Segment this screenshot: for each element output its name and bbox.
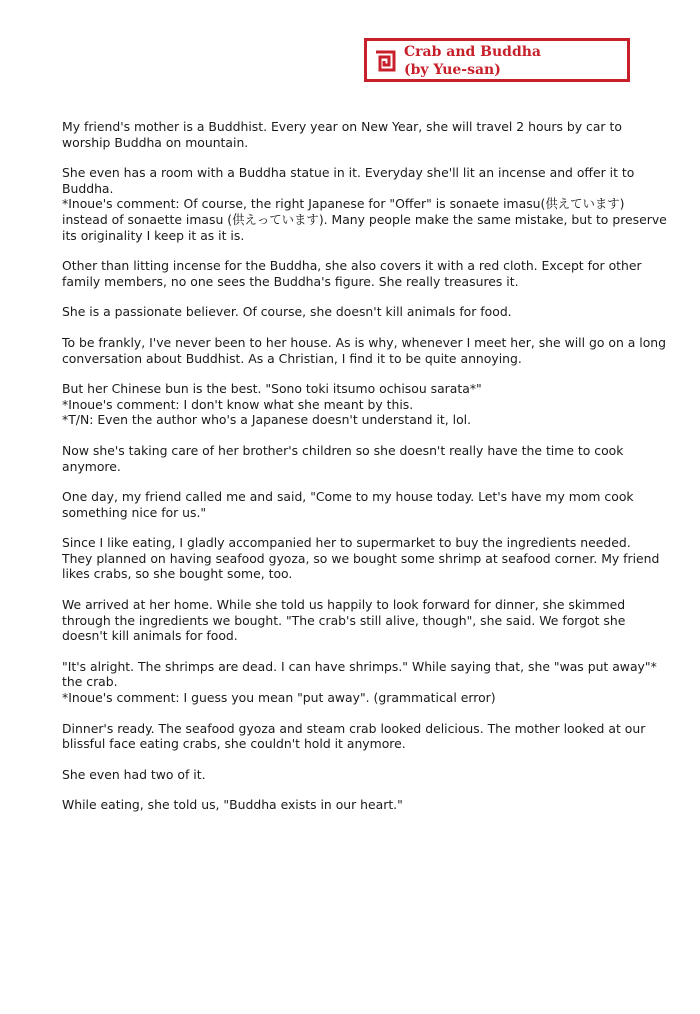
text-line: Now she's taking care of her brother's children so she doesn't really have the time to cook bbox=[62, 442, 624, 458]
story-author: (by Yue-san) bbox=[404, 62, 501, 78]
text-line: something nice for us." bbox=[62, 504, 207, 520]
story-paragraph bbox=[62, 119, 662, 150]
text-line: likes crabs, so she bought some, too. bbox=[62, 566, 293, 582]
text-line: worship Buddha on mountain. bbox=[62, 134, 249, 150]
text-line: While eating, she told us, "Buddha exists in our heart." bbox=[62, 797, 403, 813]
story-paragraph bbox=[62, 659, 662, 706]
text-line: doesn't kill animals for food. bbox=[62, 628, 238, 644]
square-spiral-icon bbox=[373, 49, 397, 73]
text-line: They planned on having seafood gyoza, so we bought some shrimp at seafood corner. My friend bbox=[62, 550, 660, 566]
story-paragraph bbox=[62, 797, 662, 813]
text-line: To be frankly, I've never been to her house. As is why, whenever I meet her, she will go on a long bbox=[62, 334, 667, 350]
text-line: *Inoue's comment: I don't know what she meant by this. bbox=[62, 396, 414, 412]
text-line: "It's alright. The shrimps are dead. I can have shrimps." While saying that, she "was put away"* bbox=[62, 658, 657, 674]
story-paragraph bbox=[62, 165, 667, 243]
text-line: conversation about Buddhist. As a Christian, I find it to be quite annoying. bbox=[62, 350, 522, 366]
text-line: She is a passionate believer. Of course, she doesn't kill animals for food. bbox=[62, 304, 512, 320]
story-paragraph bbox=[62, 535, 662, 582]
text-line: *Inoue's comment: Of course, the right Japanese for "Offer" is sonaete imasu(供えています) bbox=[62, 196, 625, 212]
text-line: Since I like eating, I gladly accompanied her to supermarket to buy the ingredients needed. bbox=[62, 535, 631, 551]
story-paragraph bbox=[62, 334, 667, 366]
text-line: the crab. bbox=[62, 674, 118, 690]
text-line: My friend's mother is a Buddhist. Every year on New Year, she will travel 2 hours by car to bbox=[62, 119, 622, 134]
text-line: She even had two of it. bbox=[62, 766, 206, 782]
text-line: Buddha. bbox=[62, 180, 114, 196]
text-line: its originality I keep it as it is. bbox=[62, 227, 245, 243]
story-paragraph bbox=[62, 381, 662, 428]
text-line: But her Chinese bun is the best. "Sono toki itsumo ochisou sarata*" bbox=[62, 381, 482, 397]
story-paragraph bbox=[62, 304, 662, 320]
story-paragraph bbox=[62, 767, 662, 783]
text-line: *T/N: Even the author who's a Japanese doesn't understand it, lol. bbox=[62, 412, 472, 428]
text-line: *Inoue's comment: I guess you mean "put away". (grammatical error) bbox=[62, 690, 496, 706]
story-body bbox=[62, 119, 667, 828]
text-line: She even has a room with a Buddha statue in it. Everyday she'll lit an incense and offer it to bbox=[62, 165, 635, 181]
text-line: blissful face eating crabs, she couldn't hold it anymore. bbox=[62, 736, 406, 752]
text-line: anymore. bbox=[62, 458, 121, 474]
story-paragraph bbox=[62, 258, 662, 289]
text-line: Other than litting incense for the Buddha, she also covers it with a red cloth. Except for other bbox=[62, 258, 642, 274]
text-line: instead of sonaette imasu (供えっています). Many people make the same mistake, but to preserve bbox=[62, 211, 667, 227]
text-line: One day, my friend called me and said, "Come to my house today. Let's have my mom cook bbox=[62, 489, 634, 505]
story-paragraph bbox=[62, 597, 662, 644]
text-line: family members, no one sees the Buddha's figure. She really treasures it. bbox=[62, 273, 519, 289]
story-title: Crab and Buddha bbox=[404, 44, 542, 60]
title-box bbox=[364, 38, 630, 82]
text-line: We arrived at her home. While she told us happily to look forward for dinner, she skimmed bbox=[62, 597, 626, 613]
title-text bbox=[404, 43, 541, 79]
text-line: through the ingredients we bought. "The crab's still alive, though", she said. We forgot she bbox=[62, 612, 626, 628]
story-paragraph bbox=[62, 443, 662, 474]
text-line: Dinner's ready. The seafood gyoza and steam crab looked delicious. The mother looked at our bbox=[62, 720, 646, 736]
story-paragraph bbox=[62, 489, 662, 520]
story-paragraph bbox=[62, 721, 662, 752]
